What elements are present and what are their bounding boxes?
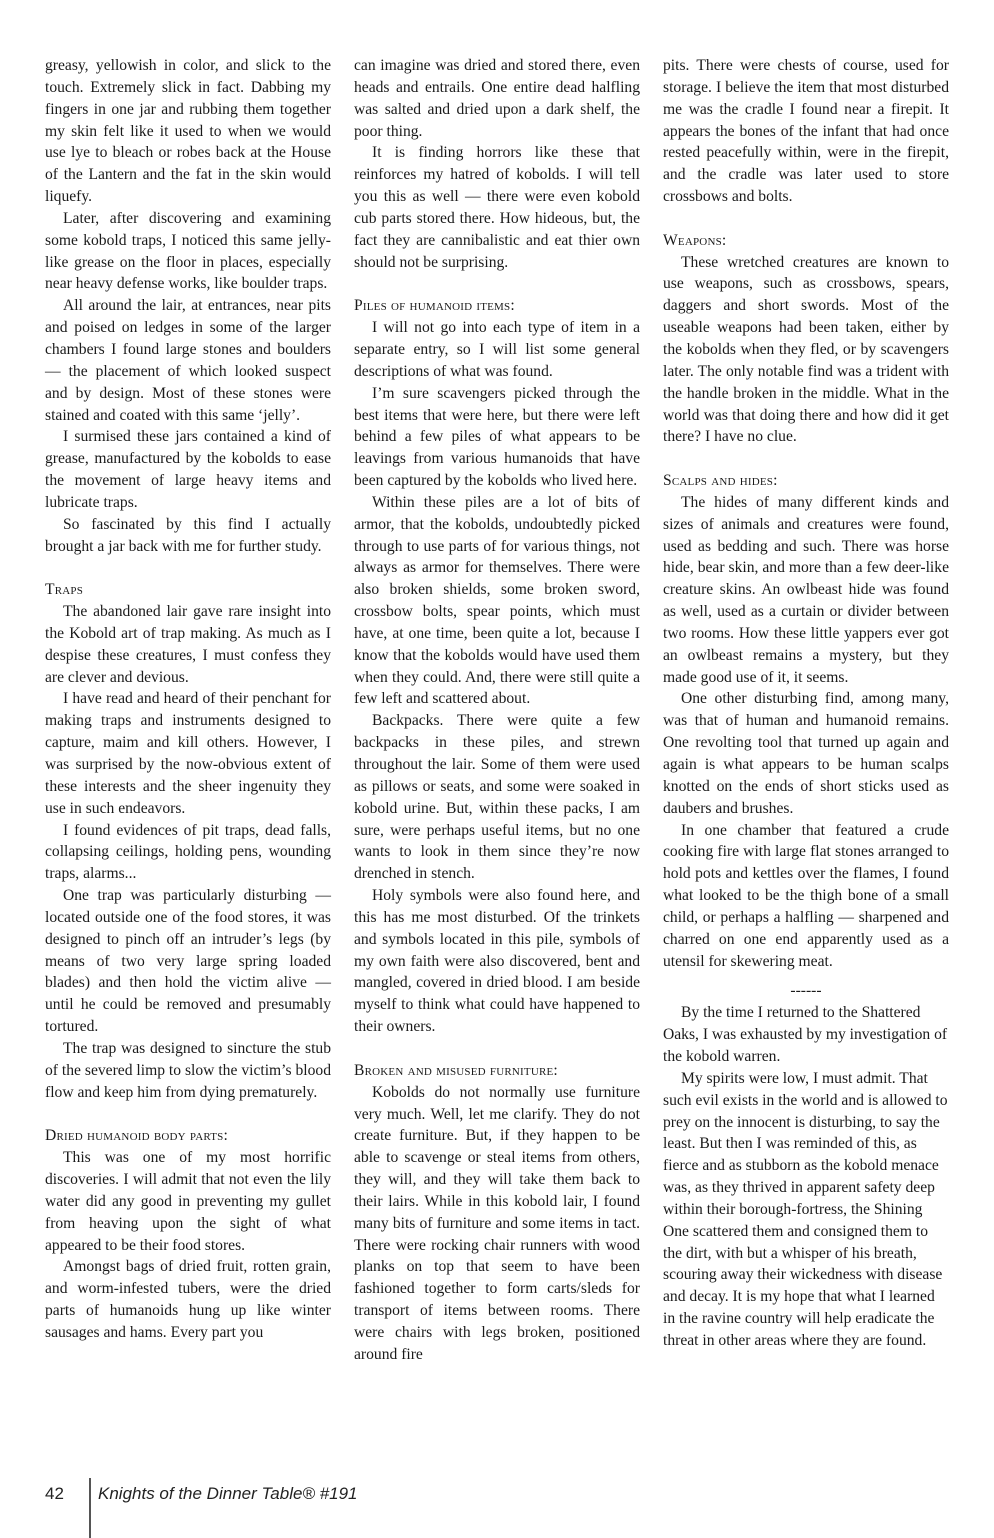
paragraph: These wretched creatures are known to use weapons, such as crossbows, spears, daggers and short swords. Most of the useable weapons had been taken, either by the kobolds when they fled, or by scavengers later. The only notable find was a trident with the handle broken in the middle. What in the world was that doing there and how did it get there? I have no clue. (663, 253, 949, 446)
paragraph: I surmised these jars contained a kind of grease, manufactured by the kobolds to ease the movement of large heavy items and lubricate traps. (45, 428, 331, 511)
paragraph: The abandoned lair gave rare insight into the Kobold art of trap making. As much as I despise these creatures, I must confess they are clever and devious. (45, 603, 331, 686)
page-number: 42 (45, 1484, 64, 1503)
paragraph: One trap was particularly disturbing — located outside one of the food stores, it was designed to pinch off an intruder’s legs (by means of two very large spring loaded blades) and then hold the victim alive — until he could be removed and presumably tortured. (45, 887, 331, 1036)
paragraph: can imagine was dried and stored there, even heads and entrails. One entire dead halfling was salted and dried upon a dark shelf, the poor thing. (354, 57, 640, 140)
paragraph: Later, after discovering and examining some kobold traps, I noticed this same jelly-like grease on the floor in places, especially near heavy defense works, like boulder traps. (45, 209, 331, 293)
section-separator: ------ (790, 982, 822, 1000)
paragraph: I’m sure scavengers picked through the best items that were here, but there were left behind a few piles of what appears to be leavings from various humanoids that have been captured by the kobolds who lived here. (354, 384, 640, 490)
paragraph: Kobolds do not normally use furniture very much. Well, let me clarify. They do not create furniture. But, if they happen to be able to scavenge or steal items from others, they will, and they will take them back to their lairs. While in this kobold lair, I found many bits of furniture and some items in tact. There were rocking chair runners with wood planks on top that seem to have been fashioned together to form carts/sleds for transport of items between rooms. There were chairs with legs broken, positioned around fire (354, 1083, 640, 1363)
section-heading-furniture: Broken and misused furniture: (354, 1061, 558, 1079)
paragraph: pits. There were chests of course, used for storage. I believe the item that most disturbed me was the cradle I found near a firepit. It appears the bones of the infant that had once rested peacefully within, were in the firepit, and the cradle was later used to store crossbows and bolts. (663, 57, 949, 206)
column-3 (663, 55, 949, 1352)
section-heading-traps: Traps (45, 581, 84, 599)
paragraph: I will not go into each type of item in a separate entry, so I will list some general descriptions of what was found. (354, 319, 640, 380)
paragraph: By the time I returned to the Shattered Oaks, I was exhausted by my investigation of the kobold warren. (663, 1004, 948, 1065)
section-heading-dried-body-parts: Dried humanoid body parts: (45, 1127, 228, 1145)
paragraph: This was one of my most horrific discoveries. I will admit that not even the lily water did any good in preventing my gullet from heaving upon the sight of what appeared to be their food stores. (45, 1149, 331, 1254)
paragraph: The hides of many different kinds and sizes of animals and creatures were found, used as bedding and such. There was horse hide, bear skin, and more than a few deer-like creature skins. An owlbeast hide was found as well, used as a curtain or divider between two rooms. How these little yappers ever got an owlbeast remains a mystery, but they made good use of it, it seems. (663, 493, 949, 686)
paragraph: It is finding horrors like these that reinforces my hatred of kobolds. I will tell you this as well — there were even kobold cub parts stored there. How hideous, but, the fact they are cannibalistic and eat thier own should not be surprising. (354, 144, 640, 271)
footer-divider (89, 1478, 91, 1538)
section-heading-weapons: Weapons: (663, 231, 727, 249)
paragraph: The trap was designed to sincture the stub of the severed limp to slow the victim’s blood flow and keep him from dying prematurely. (45, 1039, 331, 1101)
column-1 (45, 55, 331, 1344)
paragraph: I have read and heard of their penchant for making traps and instruments designed to capture, maim and kill others. However, I was surprised by the now-obvious extent of these interests and the sheer ingenuity they use in such endeavors. (45, 690, 331, 817)
page-footer (0, 1478, 994, 1538)
magazine-title: Knights of the Dinner Table® #191 (98, 1484, 358, 1503)
paragraph: All around the lair, at entrances, near pits and poised on ledges in some of the larger chambers I found large stones and boulders — the placement of which looked suspect and by design. Most of these stones were stained and coated with this same ‘jelly’. (45, 297, 331, 424)
section-heading-scalps-hides: Scalps and hides: (663, 472, 778, 490)
paragraph: Backpacks. There were quite a few backpacks in these piles, and strewn throughout the lair. Some of them were used as pillows or seats, and some were soaked in kobold urine. But, within these packs, I am sure, were perhaps useful items, but no one wants to look in them since they’re now drenched in stench. (354, 712, 640, 883)
paragraph: greasy, yellowish in color, and slick to the touch. Extremely slick in fact. Dabbing my fingers in one jar and rubbing them together my skin felt like it used to when we would use lye to bleach or robes back at the House of the Lantern and the fat in the skin would liquefy. (45, 57, 331, 206)
column-2 (354, 55, 640, 1366)
paragraph: One other disturbing find, among many, was that of human and humanoid remains. One revolting tool that turned up again and again is what appears to be human scalps knotted on the ends of short sticks used as daubers and brushes. (663, 690, 949, 817)
paragraph: Within these piles are a lot of bits of armor, that the kobolds, undoubtedly picked through to use parts of for various things, not always as armor for themselves. There were also broken shields, some broken sword, crossbow bolts, spear points, which must have, at one time, been quite a lot, because I know that the kobolds would have used them when they could. And, there were still quite a few left and scattered about. (354, 493, 640, 708)
paragraph: So fascinated by this find I actually brought a jar back with me for further study. (45, 515, 331, 555)
paragraph: Holy symbols were also found here, and this has me most disturbed. Of the trinkets and symbols located in this pile, symbols of my own faith were also discovered, bent and mangled, covered in dried blood. I am beside myself to think what could have happened to their owners. (354, 887, 640, 1036)
paragraph: I found evidences of pit traps, dead falls, collapsing ceilings, holding pens, wounding traps, alarms... (45, 821, 331, 883)
paragraph: In one chamber that featured a crude cooking fire with large flat stones arranged to hold pots and kettles over the flames, I found what looked to be the thigh bone of a small child, or perhaps a halfling — sharpened and charred on one end apparently used as a utensil for skewering meat. (663, 821, 949, 970)
section-heading-humanoid-items: Piles of humanoid items: (354, 297, 515, 315)
paragraph: My spirits were low, I must admit. That such evil exists in the world and is allowed to prey on the innocent is disturbing, to say the least. But then I was reminded of this, as fierce and as stubborn as the kobold menace was, as they thrived in apparent safety deep within their borough-fortress, the Shining One scattered them and consigned them to the dirt, with but a whisper of his breath, scouring away their wickedness with disease and decay. It is my hope that what I learned in the ravine country will help eradicate the threat in other areas where they are found. (663, 1069, 948, 1349)
paragraph: Amongst bags of dried fruit, rotten grain, and worm-infested tubers, were the dried parts of humanoids hung up like winter sausages and hams. Every part you (45, 1258, 331, 1341)
